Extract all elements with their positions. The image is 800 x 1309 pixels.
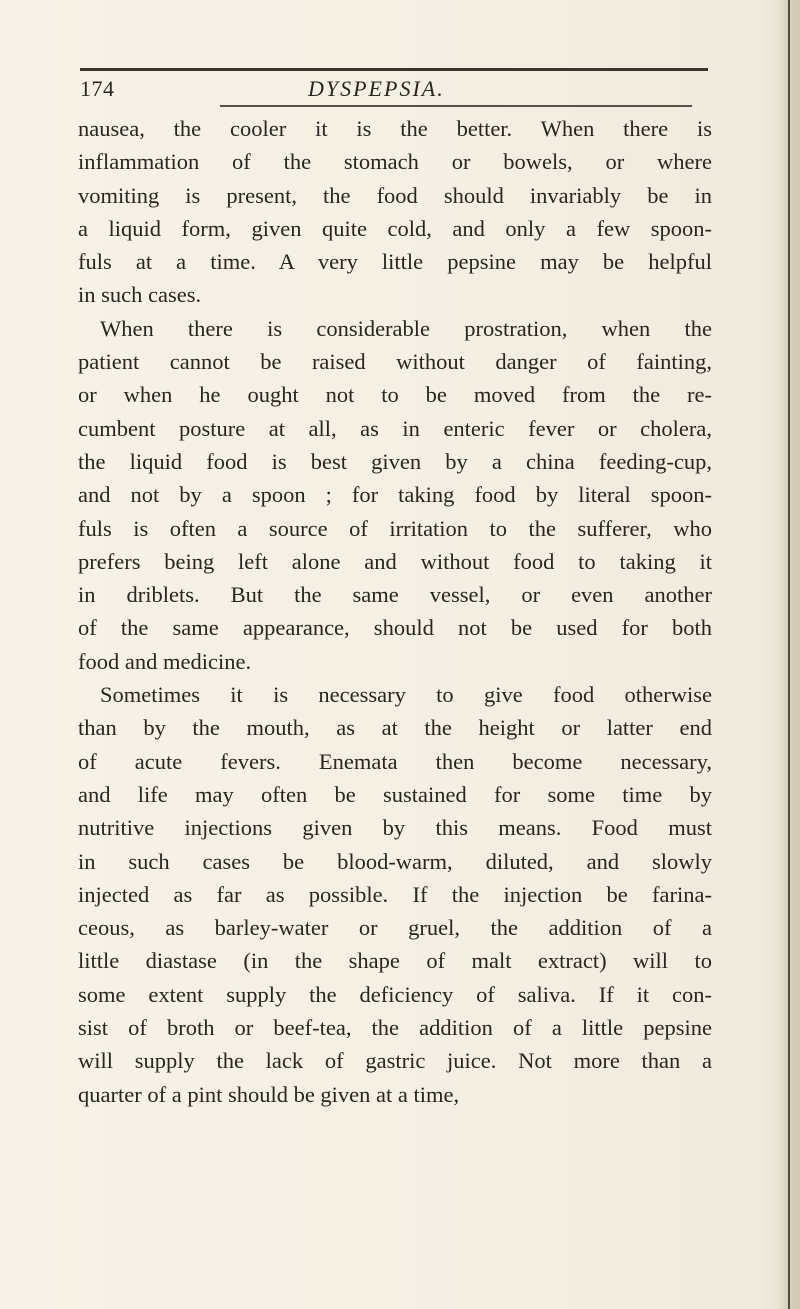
text-line: fuls at a time. A very little pepsine may be helpful <box>78 249 712 275</box>
text-line: patient cannot be raised without danger of fainting, <box>78 349 712 375</box>
text-line: some extent supply the deficiency of saliva. If it con- <box>78 981 712 1007</box>
text-line: food and medicine. <box>78 648 252 674</box>
text-line: and not by a spoon ; for taking food by literal spoon- <box>78 482 712 508</box>
text-line: ceous, as barley-water or gruel, the addition of a <box>78 915 712 941</box>
text-line: quarter of a pint should be given at a time, <box>78 1081 460 1107</box>
text-line: sist of broth or beef-tea, the addition of a little pepsine <box>78 1015 712 1041</box>
text-line: in such cases. <box>78 282 202 308</box>
paragraph-start-line: When there is considerable prostration, when the <box>100 315 712 341</box>
text-line: cumbent posture at all, as in enteric fever or cholera, <box>78 415 712 441</box>
text-line: or when he ought not to be moved from the re- <box>78 382 712 408</box>
paragraph-start-line: Sometimes it is necessary to give food otherwise <box>100 682 712 708</box>
text-line: inflammation of the stomach or bowels, or where <box>78 149 712 175</box>
text-line: a liquid form, given quite cold, and only a few spoon- <box>78 215 712 241</box>
text-line: and life may often be sustained for some time by <box>78 781 712 807</box>
header-rule-bottom <box>220 105 692 107</box>
spine-binding-line <box>788 0 790 1309</box>
text-line: of acute fevers. Enemata then become necessary, <box>78 748 712 774</box>
running-title: DYSPEPSIA. <box>308 76 445 101</box>
text-line: prefers being left alone and without food to taking it <box>78 548 712 574</box>
text-line: nutritive injections given by this means. Food must <box>78 815 712 841</box>
text-line: fuls is often a source of irritation to the sufferer, who <box>78 515 712 541</box>
text-line: the liquid food is best given by a china feeding-cup, <box>78 448 712 474</box>
text-line: will supply the lack of gastric juice. Not more than a <box>78 1048 712 1074</box>
text-line: in driblets. But the same vessel, or even another <box>78 582 712 608</box>
text-line: vomiting is present, the food should invariably be in <box>78 182 712 208</box>
text-line: little diastase (in the shape of malt extract) will to <box>78 948 712 974</box>
text-line: of the same appearance, should not be used for both <box>78 615 712 641</box>
text-line: injected as far as possible. If the injection be farina- <box>78 881 712 907</box>
text-line: than by the mouth, as at the height or latter end <box>78 715 712 741</box>
running-head <box>80 62 710 102</box>
page-number: 174 <box>80 76 115 101</box>
text-line: nausea, the cooler it is the better. When there is <box>78 116 712 141</box>
body-text <box>78 112 712 1111</box>
text-line: in such cases be blood-warm, diluted, and slowly <box>78 848 712 874</box>
